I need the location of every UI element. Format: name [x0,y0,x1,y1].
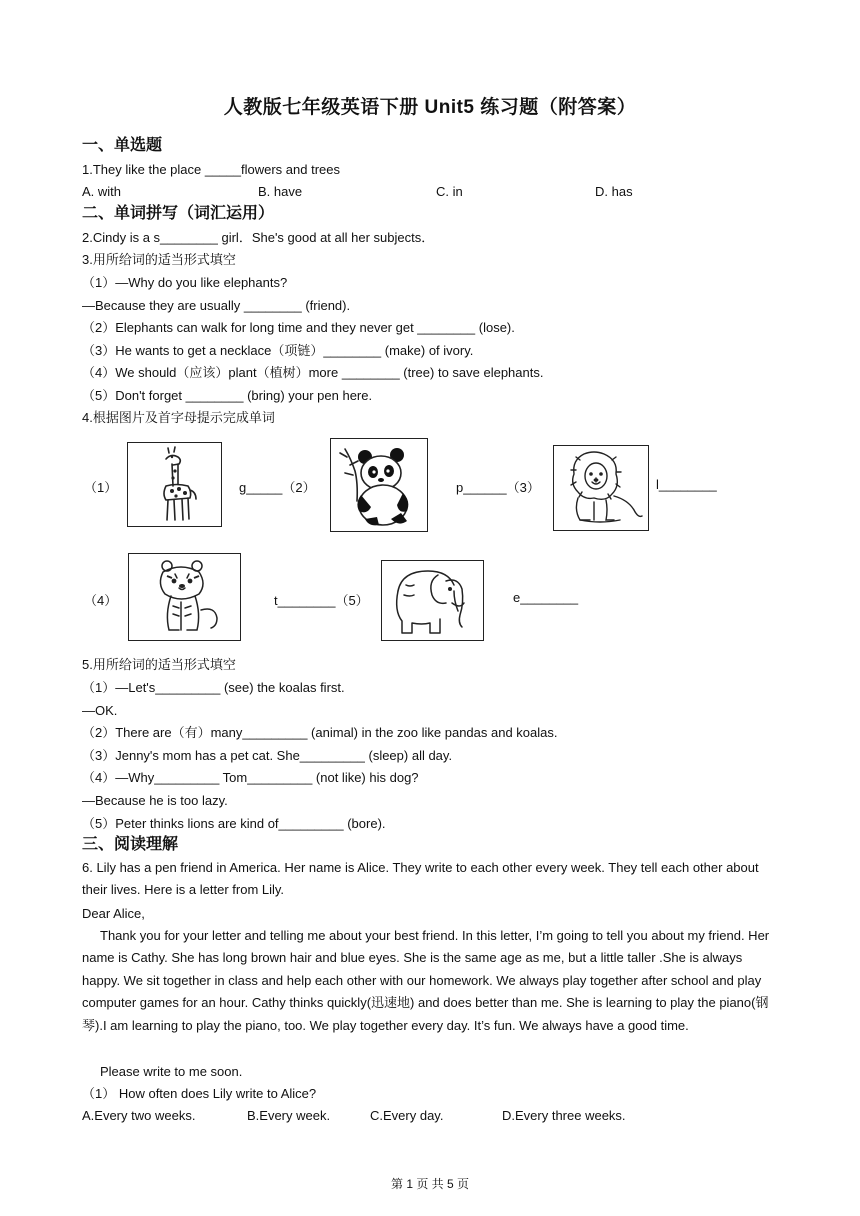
letter-closing: Please write to me soon. [100,1064,243,1079]
q4-answer-1: g_____（2） [239,480,316,495]
q5-item: （1）—Let's_________ (see) the koalas first. [82,680,345,695]
q1-option-b: B. have [258,184,303,199]
q1-option-a: A. with [82,184,122,199]
question-1: 1.They like the place _____flowers and trees [82,162,340,177]
q3-item: （3）He wants to get a necklace（项链）________ (make) of ivory. [82,343,474,358]
giraffe-icon [128,443,221,526]
q1-option-d: D. has [595,184,633,199]
q3-item: —Because they are usually ________ (friend). [82,298,351,313]
q3-item: （4）We should（应该）plant（植树）more ________ (tree) to save elephants. [82,365,544,380]
reading-question-1: （1） How often does Lily write to Alice? [82,1086,317,1101]
q4-number-1: （1） [84,480,118,495]
tiger-icon [129,554,240,640]
q3-item: （1）—Why do you like elephants? [82,275,288,290]
section1-heading: 一、单选题 [82,137,163,154]
elephant-icon [382,561,483,640]
q4-answer-3: l________ [656,477,717,492]
q1-option-c: C. in [436,184,463,199]
rq1-option-a: A.Every two weeks. [82,1108,196,1123]
elephant-picture [381,560,484,641]
reading-intro: 6. Lily has a pen friend in America. Her name is Alice. They write to each other every week. They tell each other about their lives. Here is a letter from Lily. [82,860,759,898]
question-5-title: 5.用所给词的适当形式填空 [82,657,236,672]
panda-icon [331,439,427,531]
section3-heading: 三、阅读理解 [82,836,179,853]
section2-heading: 二、单词拼写（词汇运用） [82,205,275,222]
letter-body: Thank you for your letter and telling me about your best friend. In this letter, I’m going to tell you about my friend. Her name is Cathy. She has long brown hair and blue eyes. She is the same age as me, but a little taller .She is always happy. We sit together in class and help each other with our homework. We always play together after school and play computer games for an hour. Cathy thinks quickly(迅速地) and does better than me. She is learning to play the piano(钢琴).I am learning to play the piano, too. We play together every day. It’s fun. We always have a good time. [82,928,770,1033]
lion-picture [553,445,649,531]
q5-item: （5）Peter thinks lions are kind of_________ (bore). [82,816,386,831]
lion-icon [554,446,648,530]
q4-answer-4: t________（5） [274,593,369,608]
rq1-option-b: B.Every week. [247,1108,331,1123]
rq1-option-c: C.Every day. [370,1108,444,1123]
page-footer: 第 1 页 共 5 页 [390,1177,470,1191]
giraffe-picture [127,442,222,527]
q5-item: —Because he is too lazy. [82,793,228,808]
q4-number-4: （4） [84,593,118,608]
q3-item: （5）Don't forget ________ (bring) your pen here. [82,388,373,403]
question-4-title: 4.根据图片及首字母提示完成单词 [82,410,275,425]
rq1-option-d: D.Every three weeks. [502,1108,626,1123]
panda-picture [330,438,428,532]
tiger-picture [128,553,241,641]
letter-salutation: Dear Alice, [82,906,145,921]
q5-item: （2）There are（有）many_________ (animal) in the zoo like pandas and koalas. [82,725,558,740]
q4-answer-5: e________ [513,590,579,605]
question-2: 2.Cindy is a s________ girl．She's good at all her subjects． [82,230,435,245]
page-title: 人教版七年级英语下册 Unit5 练习题（附答案） [223,97,637,118]
q4-answer-2: p______（3） [456,480,540,495]
q5-item: （4）—Why_________ Tom_________ (not like) his dog? [82,770,419,785]
question-3-title: 3.用所给词的适当形式填空 [82,252,236,267]
q5-item: （3）Jenny's mom has a pet cat. She_________ (sleep) all day. [82,748,453,763]
q5-item: —OK. [82,703,118,718]
q3-item: （2）Elephants can walk for long time and they never get ________ (lose). [82,320,515,335]
